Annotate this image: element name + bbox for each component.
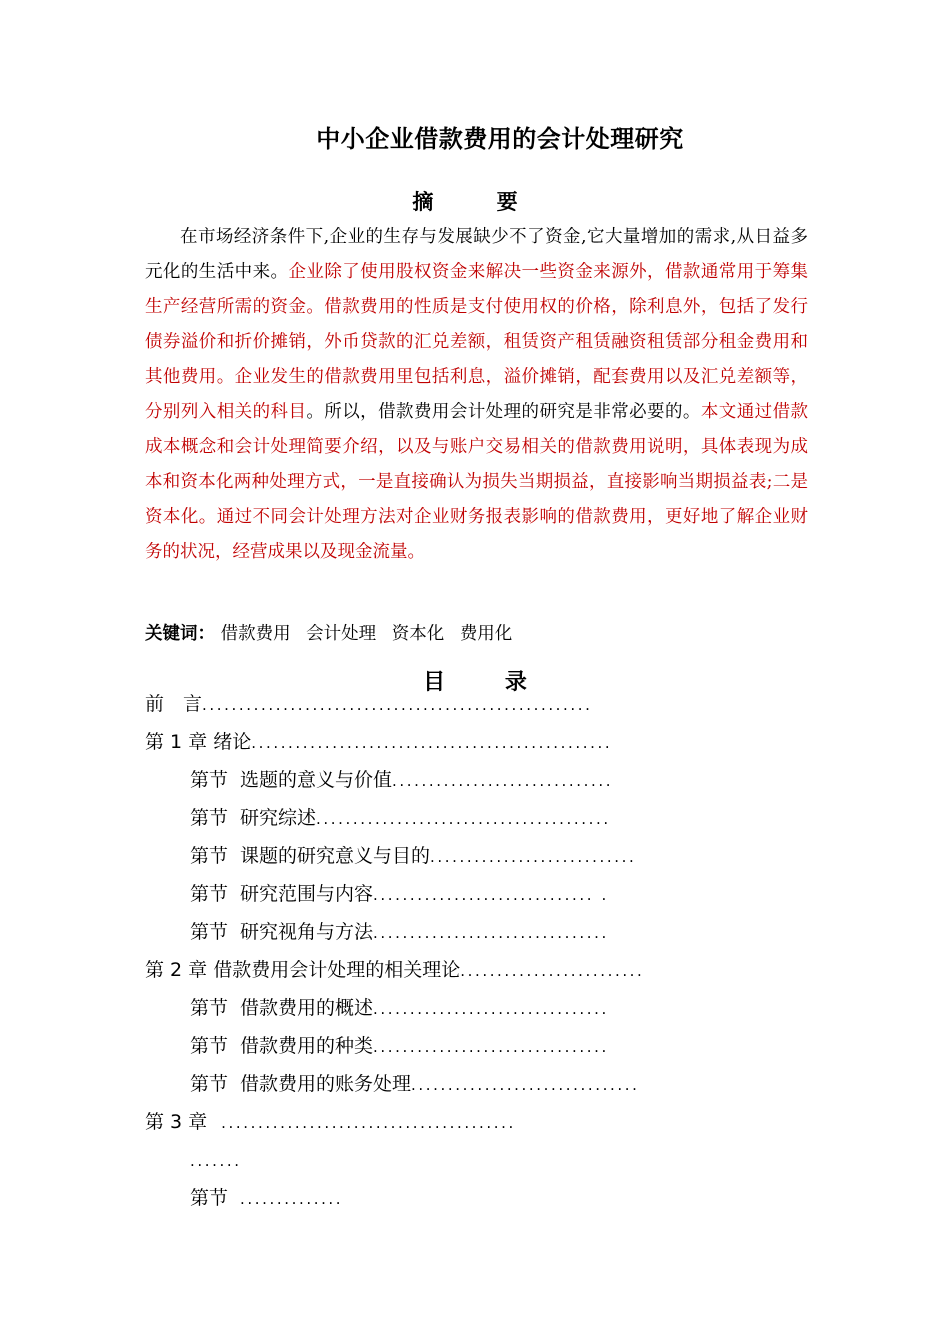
toc-entry-label: 第 3 章 (145, 1111, 208, 1133)
keyword: 会计处理 (306, 624, 377, 644)
abstract-segment: 在市场经济条件下,企业的生存与发展缺少不了资金,它大量增加的需求,从日益多元化的生活中来。 (145, 227, 808, 282)
toc-entry[interactable] (190, 880, 609, 908)
toc-leader-dots: ....... (190, 1152, 242, 1170)
keywords-label: 关键词： (145, 624, 215, 644)
toc-entry-label: 第 2 章 借款费用会计处理的相关理论 (145, 959, 461, 981)
toc-entry[interactable] (190, 994, 609, 1022)
keyword: 借款费用 (220, 624, 291, 644)
toc-entry[interactable] (190, 1070, 639, 1098)
toc-entry-label: 课题的研究意义与目的 (240, 845, 431, 867)
abstract-body (145, 220, 808, 570)
toc-leader-dots: .............................. . (373, 886, 609, 904)
toc-entry[interactable] (145, 1108, 516, 1136)
keyword: 资本化 (391, 624, 445, 644)
toc-leader-dots: ................................ (373, 1000, 609, 1018)
toc-entry[interactable] (145, 690, 593, 718)
toc-entry[interactable] (190, 1146, 242, 1174)
toc-leader-dots: ......................... (460, 962, 645, 980)
toc-entry-label: 选题的意义与价值 (240, 769, 393, 791)
toc-section-marker: 第节 (190, 997, 229, 1019)
abstract-heading: 摘 要 (412, 190, 546, 214)
abstract-segment: 本文通过借款成本概念和会计处理简要介绍，以及与账户交易相关的借款费用说明，具体表现为成本和资本化两种处理方式，一是直接确认为损失当期损益，直接影响当期损益表;二是资本化。通过不同会计处理方法对企业财务报表影响的借款费用，更好地了解企业财务的状况，经营成果以及现金流量。 (145, 402, 809, 562)
toc-entry[interactable] (145, 728, 612, 756)
toc-leader-dots: ............................ (430, 848, 637, 866)
toc-section-marker: 第节 (190, 1073, 229, 1095)
toc-section-marker: 第节 (190, 1187, 229, 1209)
toc-entry-label: 借款费用的概述 (240, 997, 374, 1019)
toc-section-marker: 第节 (190, 1035, 229, 1057)
toc-leader-dots: ........................................ (221, 1114, 516, 1132)
toc-section-marker: 第节 (190, 921, 229, 943)
toc-entry[interactable] (190, 804, 611, 832)
abstract-segment: 。所以，借款费用会计处理的研究是非常必要的。 (306, 402, 701, 422)
toc-entry-label: 研究范围与内容 (240, 883, 374, 905)
toc-section-marker: 第节 (190, 807, 229, 829)
toc-entry[interactable] (145, 956, 644, 984)
toc-leader-dots: ................................................. (251, 734, 613, 752)
toc-heading: 目 录 (423, 670, 553, 695)
toc-leader-dots: .............. (240, 1190, 344, 1208)
keywords-line (145, 620, 808, 645)
toc-entry[interactable] (190, 842, 636, 870)
toc-leader-dots: .............................. (392, 772, 614, 790)
abstract-segment: 企业除了使用股权资金来解决一些资金来源外，借款通常用于筹集生产经营所需的资金。借款费用的性质是支付使用权的价格，除利息外，包括了发行债券溢价和折价摊销，外币贷款的汇兑差额，租赁资产租赁融资租赁部分租金费用和其他费用。企业发生的借款费用里包括利息，溢价摊销，配套费用以及汇兑差额等，分别列入相关的科目 (145, 262, 809, 422)
toc-section-marker: 第节 (190, 845, 229, 867)
toc-entry-label: 借款费用的种类 (240, 1035, 374, 1057)
toc-leader-dots: ........................................ (316, 810, 611, 828)
toc-entry[interactable] (190, 1184, 343, 1212)
toc-entry-label: 前 言 (145, 693, 203, 715)
toc-leader-dots: ............................... (411, 1076, 640, 1094)
toc-section-marker: 第节 (190, 883, 229, 905)
keyword: 费用化 (459, 624, 513, 644)
toc-entry-label: 借款费用的账务处理 (240, 1073, 412, 1095)
toc-leader-dots: ..................................................... (202, 696, 593, 714)
toc-leader-dots: ................................ (373, 1038, 609, 1056)
toc-entry[interactable] (190, 1032, 609, 1060)
toc-entry-label: 研究视角与方法 (240, 921, 374, 943)
toc-section-marker: 第节 (190, 769, 229, 791)
toc-entry-label: 研究综述 (240, 807, 317, 829)
toc-entry-label: 第 1 章 绪论 (145, 731, 252, 753)
toc-leader-dots: ................................ (373, 924, 609, 942)
document-title: 中小企业借款费用的会计处理研究 (316, 125, 684, 153)
toc-entry[interactable] (190, 766, 613, 794)
toc-entry[interactable] (190, 918, 609, 946)
